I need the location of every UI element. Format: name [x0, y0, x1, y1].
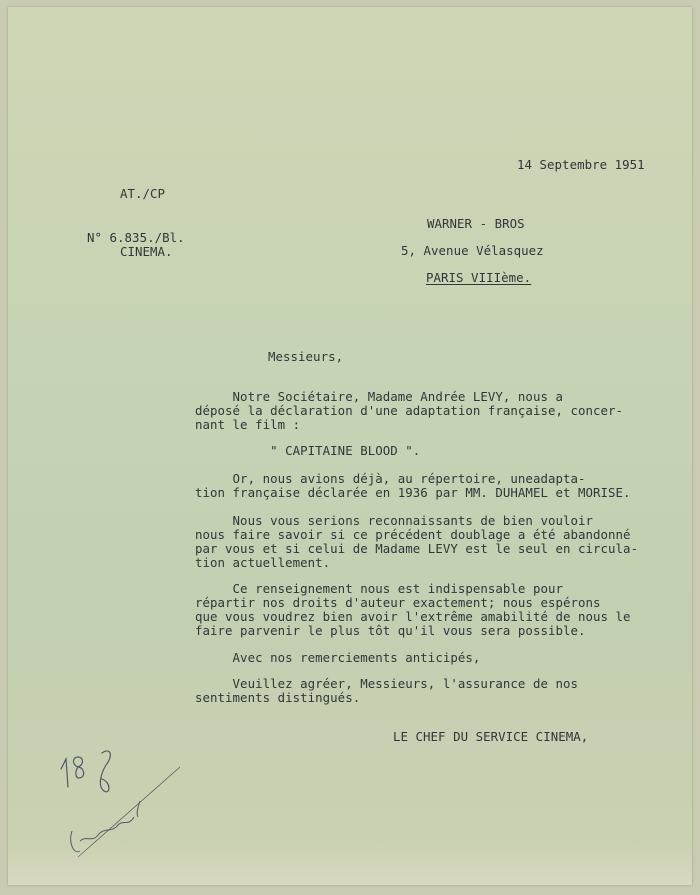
- text-line: tion française déclarée en 1936 par MM. DUHAMEL et MORISE.: [195, 485, 631, 500]
- text-line: déposé la déclaration d'une adaptation française, concer-: [195, 403, 624, 418]
- recipient-street: 5, Avenue Vélasquez: [401, 243, 544, 258]
- department-label: CINEMA.: [120, 244, 173, 259]
- paragraph-information: [195, 582, 675, 638]
- text-line: Avec nos remerciements anticipés,: [195, 650, 481, 665]
- text-line: Nous vous serions reconnaissants de bien vouloir: [195, 513, 594, 528]
- text-line: Or, nous avions déjà, au répertoire, uneadapta-: [195, 471, 586, 486]
- paragraph-intro: [195, 390, 675, 432]
- paragraph-thanks: [195, 651, 675, 665]
- paragraph-repertoire: [195, 472, 675, 500]
- text-line: sentiments distingués.: [195, 690, 361, 705]
- salutation: Messieurs,: [268, 349, 344, 364]
- text-line: que vous voudrez bien avoir l'extrême amabilité de nous le: [195, 609, 631, 624]
- reference-code: AT./CP: [120, 186, 166, 201]
- paragraph-request: [195, 514, 675, 570]
- letter-number: N° 6.835./Bl.: [87, 230, 185, 245]
- letter-page: [8, 7, 692, 885]
- film-title: [195, 444, 675, 458]
- text-line: " CAPITAINE BLOOD ".: [195, 443, 421, 458]
- recipient-city: PARIS VIIIème.: [426, 270, 532, 285]
- text-line: Notre Sociétaire, Madame Andrée LEVY, nous a: [195, 389, 563, 404]
- letter-date: 14 Septembre 1951: [517, 157, 645, 172]
- text-line: tion actuellement.: [195, 555, 331, 570]
- text-line: Veuillez agréer, Messieurs, l'assurance de nos: [195, 676, 578, 691]
- recipient-company: WARNER - BROS: [427, 216, 525, 231]
- text-line: Ce renseignement nous est indispensable pour: [195, 581, 563, 596]
- text-line: répartir nos droits d'auteur exactement; nous espérons: [195, 595, 601, 610]
- handwritten-annotation: [58, 747, 188, 862]
- text-line: nant le film :: [195, 417, 301, 432]
- paragraph-closing: [195, 677, 675, 705]
- text-line: par vous et si celui de Madame LEVY est le seul en circula-: [195, 541, 639, 556]
- text-line: nous faire savoir si ce précédent doublage a été abandonné: [195, 527, 631, 542]
- signature-title: LE CHEF DU SERVICE CINEMA,: [393, 729, 589, 744]
- text-line: faire parvenir le plus tôt qu'il vous sera possible.: [195, 623, 586, 638]
